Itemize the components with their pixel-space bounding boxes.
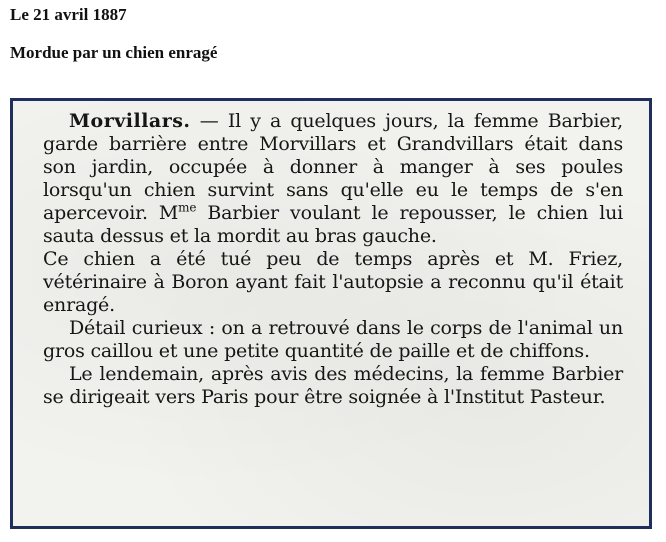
- clipping-paragraph-4: Le lendemain, après avis des médecins, la femme Barbier se dirigeait vers Paris pour être soignée à l'Institut Pasteur.: [43, 363, 623, 408]
- article-title: Mordue par un chien enragé: [10, 43, 218, 62]
- clipping-lead-word: Morvillars.: [69, 110, 191, 132]
- clipping-paragraph-1-part-2: Barbier voulant le repousser, le chien lui sauta dessus et la mordit au bras gauche.: [43, 202, 623, 247]
- newspaper-clipping-frame: [10, 98, 652, 529]
- clipping-paragraph-1-part-1: — Il y a quelques jours, la femme Barbier, garde barrière entre Morvillars et Grandvillars était dans son jardin, occupée à donner à manger à ses poules lorsqu'un chien survint sans qu'elle eu le temps de s'en apercevoir. M: [43, 110, 623, 224]
- clipping-paragraph-2: Ce chien a été tué peu de temps après et M. Friez, vétérinaire à Boron ayant fait l'autopsie a reconnu qu'il était enragé.: [43, 248, 623, 316]
- newspaper-clipping-text: [43, 110, 623, 409]
- article-date: Le 21 avril 1887: [10, 5, 127, 24]
- clipping-mme-superscript: me: [178, 200, 197, 215]
- clipping-paragraph-3: Détail curieux : on a retrouvé dans le corps de l'animal un gros caillou et une petite quantité de paille et de chiffons.: [43, 317, 623, 362]
- clipping-paragraph-1: [43, 110, 623, 248]
